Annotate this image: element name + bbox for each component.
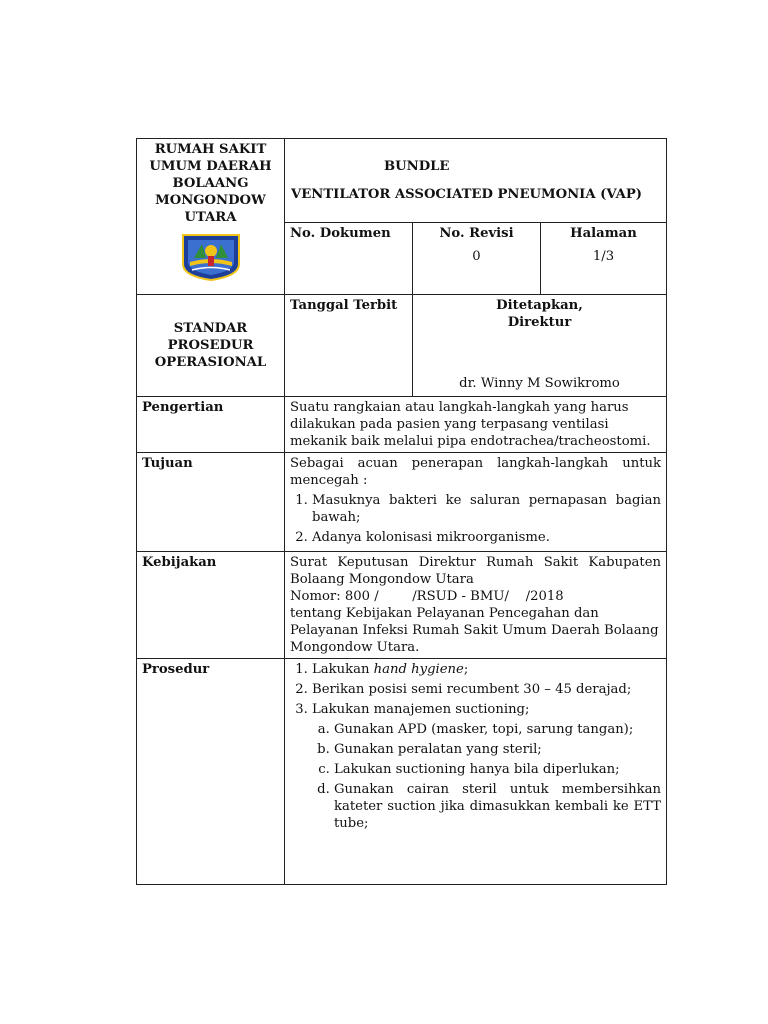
sop-line: PROSEDUR — [167, 338, 254, 353]
kebijakan-label: Kebijakan — [142, 555, 217, 570]
document-title-cell — [285, 139, 667, 223]
hospital-name-line: BOLAANG — [172, 176, 249, 191]
regency-emblem-icon — [180, 232, 242, 282]
sop-document-table — [136, 138, 667, 885]
tujuan-list — [290, 492, 661, 546]
hospital-name-line: UMUM DAERAH — [149, 159, 272, 174]
pengertian-content-cell — [285, 397, 667, 453]
prosedur-item-text: Lakukan manajemen suctioning; — [312, 702, 530, 717]
document-title-line1: BUNDLE — [384, 158, 450, 174]
pengertian-label-cell — [137, 397, 285, 453]
prosedur-sublist — [312, 721, 661, 832]
no-revisi-cell — [413, 223, 541, 295]
hospital-name-line: MONGONDOW — [155, 193, 266, 208]
prosedur-list — [290, 661, 661, 832]
hospital-name-line: RUMAH SAKIT — [154, 142, 267, 157]
kebijakan-label-cell — [137, 552, 285, 659]
list-item: c. Lakukan suctioning hanya bila diperlukan; — [334, 761, 661, 778]
list-item: 2. Adanya kolonisasi mikroorganisme. — [312, 529, 661, 546]
prosedur-item-text: Lakukan — [312, 662, 374, 677]
list-item — [312, 661, 661, 678]
list-item: 2. Berikan posisi semi recumbent 30 – 45 derajad; — [312, 681, 661, 698]
prosedur-label: Prosedur — [142, 662, 210, 677]
list-item: 1. Masuknya bakteri ke saluran pernapasan bagian bawah; — [312, 492, 661, 526]
no-dokumen-cell — [285, 223, 413, 295]
no-dokumen-label: No. Dokumen — [290, 226, 391, 241]
list-item — [312, 701, 661, 832]
kebijakan-content-cell — [285, 552, 667, 659]
director-name: dr. Winny M Sowikromo — [459, 376, 620, 391]
pengertian-text: Suatu rangkaian atau langkah-langkah yang harus dilakukan pada pasien yang terpasang ventilasi mekanik baik melalui pipa endotrachea/tracheostomi. — [290, 400, 651, 449]
sop-line: STANDAR — [173, 321, 248, 336]
direktur-label: Direktur — [507, 315, 572, 330]
kebijakan-line: tentang Kebijakan Pelayanan Pencegahan dan Pelayanan Infeksi Rumah Sakit Umum Daerah Bolaang Mongondow Utara. — [290, 606, 659, 655]
tujuan-content-cell — [285, 453, 667, 552]
no-revisi-value: 0 — [472, 249, 481, 264]
list-item: b. Gunakan peralatan yang steril; — [334, 741, 661, 758]
kebijakan-line: Surat Keputusan Direktur Rumah Sakit Kabupaten Bolaang Mongondow Utara — [290, 555, 661, 587]
prosedur-content-cell — [285, 659, 667, 885]
halaman-value: 1/3 — [592, 249, 615, 264]
tujuan-label: Tujuan — [142, 456, 193, 471]
tujuan-label-cell — [137, 453, 285, 552]
ditetapkan-label: Ditetapkan, — [496, 298, 583, 313]
tanggal-terbit-label: Tanggal Terbit — [290, 298, 398, 313]
no-revisi-label: No. Revisi — [439, 226, 514, 241]
tujuan-intro: Sebagai acuan penerapan langkah-langkah untuk mencegah : — [290, 456, 661, 488]
halaman-label: Halaman — [570, 226, 637, 241]
list-item: d. Gunakan cairan steril untuk membersihkan kateter suction jika dimasukkan kembali ke ETT tube; — [334, 781, 661, 832]
prosedur-item-text: ; — [463, 662, 469, 677]
list-item: a. Gunakan APD (masker, topi, sarung tangan); — [334, 721, 661, 738]
prosedur-label-cell — [137, 659, 285, 885]
halaman-cell — [541, 223, 667, 295]
hospital-cell — [137, 139, 285, 295]
hospital-name-line: UTARA — [184, 210, 237, 225]
ditetapkan-cell — [413, 295, 667, 397]
prosedur-item-emphasis: hand hygiene — [373, 662, 464, 677]
sop-label-cell — [137, 295, 285, 397]
pengertian-label: Pengertian — [142, 400, 224, 415]
tanggal-terbit-cell — [285, 295, 413, 397]
sop-line: OPERASIONAL — [154, 355, 267, 370]
kebijakan-line: Nomor: 800 / /RSUD - BMU/ /2018 — [290, 589, 564, 604]
document-title-line2: VENTILATOR ASSOCIATED PNEUMONIA (VAP) — [291, 186, 642, 202]
